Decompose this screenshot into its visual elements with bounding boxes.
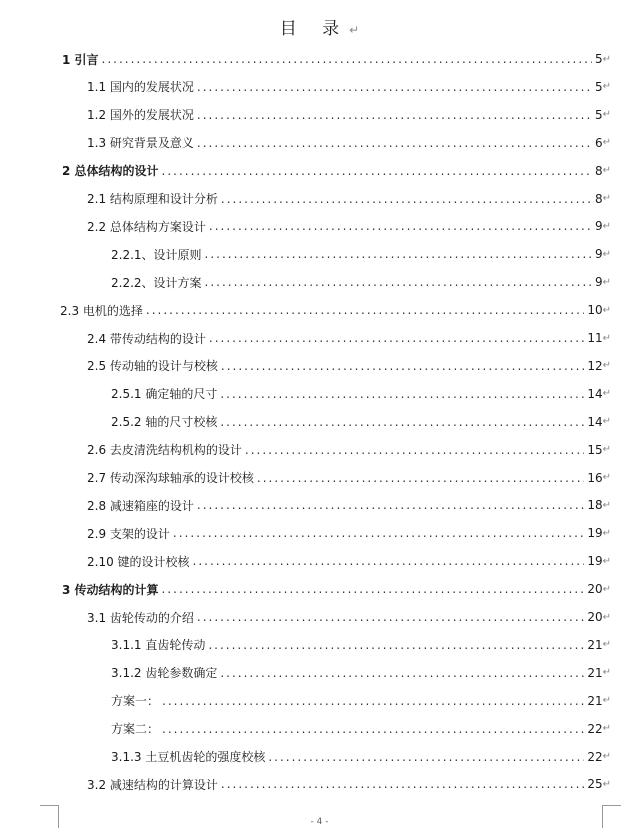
- dot-leader: [197, 610, 584, 624]
- dot-leader: [197, 80, 592, 94]
- dot-leader: [102, 52, 592, 66]
- dot-leader: [268, 750, 584, 764]
- toc-entry-title: 2.8 减速箱座的设计: [87, 498, 194, 513]
- dot-leader: [197, 136, 592, 150]
- dot-leader: [162, 694, 584, 708]
- toc-entry-title: 3.1.2 齿轮参数确定: [111, 666, 218, 681]
- dot-leader: [162, 722, 584, 736]
- toc-entry-title: 1.1 国内的发展状况: [87, 80, 194, 95]
- toc-entry[interactable]: [111, 691, 611, 711]
- toc-entry-page: 19: [587, 554, 603, 569]
- toc-entry-page: 9: [594, 247, 603, 262]
- toc-entry-title: 2.3 电机的选择: [60, 303, 143, 318]
- toc-entry[interactable]: [87, 468, 611, 488]
- paragraph-mark: ↵: [602, 639, 611, 651]
- toc-entry[interactable]: [111, 747, 611, 767]
- toc-entry[interactable]: [87, 77, 611, 97]
- toc-entry-page: 9: [594, 275, 603, 290]
- toc-entry[interactable]: [87, 133, 611, 153]
- toc-entry-title: 2.5.1 确定轴的尺寸: [111, 387, 218, 402]
- toc-entry-page: 6: [594, 135, 603, 150]
- paragraph-mark: ↵: [602, 472, 611, 483]
- toc-entry-title: 1.3 研究背景及意义: [87, 136, 194, 151]
- dot-leader: [209, 219, 592, 233]
- toc-entry-page: 9: [594, 219, 603, 234]
- toc-entry[interactable]: [87, 189, 611, 209]
- paragraph-mark: ↵: [602, 527, 611, 539]
- toc-entry[interactable]: [111, 384, 611, 404]
- dot-leader: [221, 777, 584, 791]
- toc-entry-page: 11: [587, 331, 603, 345]
- dot-leader: [257, 471, 584, 485]
- toc-entry-page: 5: [594, 107, 603, 122]
- paragraph-mark: ↵: [602, 165, 611, 177]
- toc-entry[interactable]: [87, 440, 611, 460]
- dot-leader: [205, 247, 592, 261]
- dot-leader: [245, 443, 584, 457]
- toc-entry-page: 22: [587, 749, 603, 764]
- toc-entry-title: 2.7 传动深沟球轴承的设计校核: [87, 471, 254, 485]
- toc-entry-title: 3.1.3 土豆机齿轮的强度校核: [111, 750, 266, 764]
- toc-entry[interactable]: [111, 635, 611, 655]
- paragraph-mark: ↵: [602, 695, 611, 707]
- paragraph-mark: ↵: [602, 778, 611, 790]
- toc-entry[interactable]: [62, 161, 611, 181]
- toc-entry-title: 2.2 总体结构方案设计: [87, 219, 206, 234]
- toc-entry-page: 5: [594, 79, 603, 94]
- toc-entry-page: 14: [587, 386, 603, 401]
- paragraph-mark: ↵: [602, 81, 611, 93]
- paragraph-mark: ↵: [602, 53, 611, 65]
- toc-entry-page: 21: [587, 637, 603, 652]
- paragraph-mark: ↵: [602, 248, 611, 260]
- toc-entry[interactable]: [87, 328, 611, 348]
- page-number-footer: - 4 -: [310, 817, 329, 827]
- toc-entry[interactable]: [62, 579, 611, 599]
- toc-entry-title: 方案二：: [111, 722, 160, 737]
- toc-entry[interactable]: [87, 216, 611, 236]
- dot-leader: [221, 192, 592, 206]
- toc-entry-title: 2.5 传动轴的设计与校核: [87, 359, 218, 374]
- toc-entry-title: 3.2 减速结构的计算设计: [87, 777, 218, 792]
- toc-entry[interactable]: [87, 774, 611, 794]
- dot-leader: [197, 498, 584, 512]
- toc-entry-page: 15: [587, 442, 603, 457]
- toc-entry-page: 20: [587, 610, 603, 624]
- paragraph-mark: ↵: [602, 499, 611, 511]
- toc-entry[interactable]: [87, 356, 611, 376]
- toc-entry-page: 10: [587, 303, 603, 318]
- toc-entry[interactable]: [111, 719, 611, 739]
- toc-entry-page: 18: [587, 498, 603, 513]
- dot-leader: [205, 275, 592, 289]
- toc-entry-page: 21: [587, 693, 603, 708]
- toc-entry[interactable]: [111, 272, 611, 292]
- toc-entry-title: 2.1 结构原理和设计分析: [87, 192, 218, 206]
- dot-leader: [162, 164, 592, 178]
- paragraph-mark: ↵: [602, 220, 611, 232]
- paragraph-mark: ↵: [602, 276, 611, 288]
- dot-leader: [209, 331, 584, 345]
- toc-entry-title: 方案一：: [111, 694, 160, 709]
- toc-entry-page: 25: [587, 777, 603, 792]
- toc-entry-title: 3 传动结构的计算: [62, 582, 159, 597]
- dot-leader: [146, 303, 584, 317]
- toc-entry[interactable]: [87, 551, 611, 571]
- toc-entry-title: 2.5.2 轴的尺寸校核: [111, 415, 218, 430]
- toc-entry-title: 2.6 去皮清洗结构机构的设计: [87, 443, 242, 458]
- toc-entry-title: 3.1 齿轮传动的介绍: [87, 610, 194, 625]
- toc-entry-page: 21: [587, 665, 603, 680]
- toc-entry-page: 16: [587, 470, 603, 485]
- toc-entry[interactable]: [60, 300, 611, 320]
- paragraph-mark: ↵: [602, 193, 611, 204]
- toc-entry[interactable]: [87, 495, 611, 515]
- paragraph-mark: ↵: [602, 137, 611, 149]
- toc-entry[interactable]: [111, 663, 611, 683]
- toc-entry-page: 20: [587, 582, 603, 597]
- paragraph-mark: ↵: [602, 444, 611, 456]
- paragraph-mark: ↵: [602, 304, 611, 316]
- toc-entry-title: 1 引言: [62, 52, 99, 67]
- paragraph-mark: ↵: [602, 751, 611, 762]
- toc-entry[interactable]: [111, 412, 611, 432]
- dot-leader: [220, 387, 584, 401]
- paragraph-mark: ↵: [602, 109, 611, 121]
- toc-entry[interactable]: [111, 244, 611, 264]
- paragraph-mark: ↵: [602, 583, 611, 595]
- dot-leader: [220, 666, 584, 680]
- toc-title: 目 录↵: [279, 19, 360, 39]
- dot-leader: [193, 554, 585, 568]
- dot-leader: [197, 108, 592, 122]
- toc-entry-page: 19: [587, 526, 603, 541]
- toc-entry-title: 1.2 国外的发展状况: [87, 108, 194, 123]
- paragraph-mark: ↵: [602, 416, 611, 428]
- toc-entry[interactable]: [87, 523, 611, 543]
- dot-leader: [173, 526, 584, 540]
- toc-entry-title: 2.2.1、设计原则: [111, 247, 202, 262]
- toc-entry-title: 2.4 带传动结构的设计: [87, 331, 206, 346]
- toc-entry-page: 12: [587, 358, 603, 373]
- dot-leader: [208, 638, 584, 652]
- toc-entry-page: 8: [594, 163, 603, 178]
- toc-entry-title: 2 总体结构的设计: [62, 164, 159, 179]
- paragraph-mark: ↵: [349, 23, 360, 37]
- toc-entry[interactable]: [87, 607, 611, 627]
- toc-entry-title: 2.10 键的设计校核: [87, 554, 190, 569]
- paragraph-mark: ↵: [602, 332, 611, 344]
- toc-entry-title: 3.1.1 直齿轮传动: [111, 638, 206, 653]
- toc-entry-page: 14: [587, 414, 603, 429]
- dot-leader: [220, 415, 584, 429]
- dot-leader: [162, 582, 585, 596]
- toc-entry-page: 8: [594, 191, 603, 206]
- paragraph-mark: ↵: [602, 667, 611, 679]
- toc-entry-title: 2.2.2、设计方案: [111, 275, 202, 290]
- paragraph-mark: ↵: [602, 360, 611, 372]
- toc-entry-title: 2.9 支架的设计: [87, 526, 170, 541]
- toc-entry-page: 22: [587, 721, 603, 736]
- paragraph-mark: ↵: [602, 611, 611, 623]
- toc-entry[interactable]: [87, 105, 611, 125]
- dot-leader: [221, 359, 584, 373]
- toc-entry-page: 5: [594, 52, 603, 66]
- paragraph-mark: ↵: [602, 388, 611, 400]
- paragraph-mark: ↵: [602, 555, 611, 567]
- toc-entry[interactable]: [62, 49, 611, 69]
- paragraph-mark: ↵: [602, 723, 611, 735]
